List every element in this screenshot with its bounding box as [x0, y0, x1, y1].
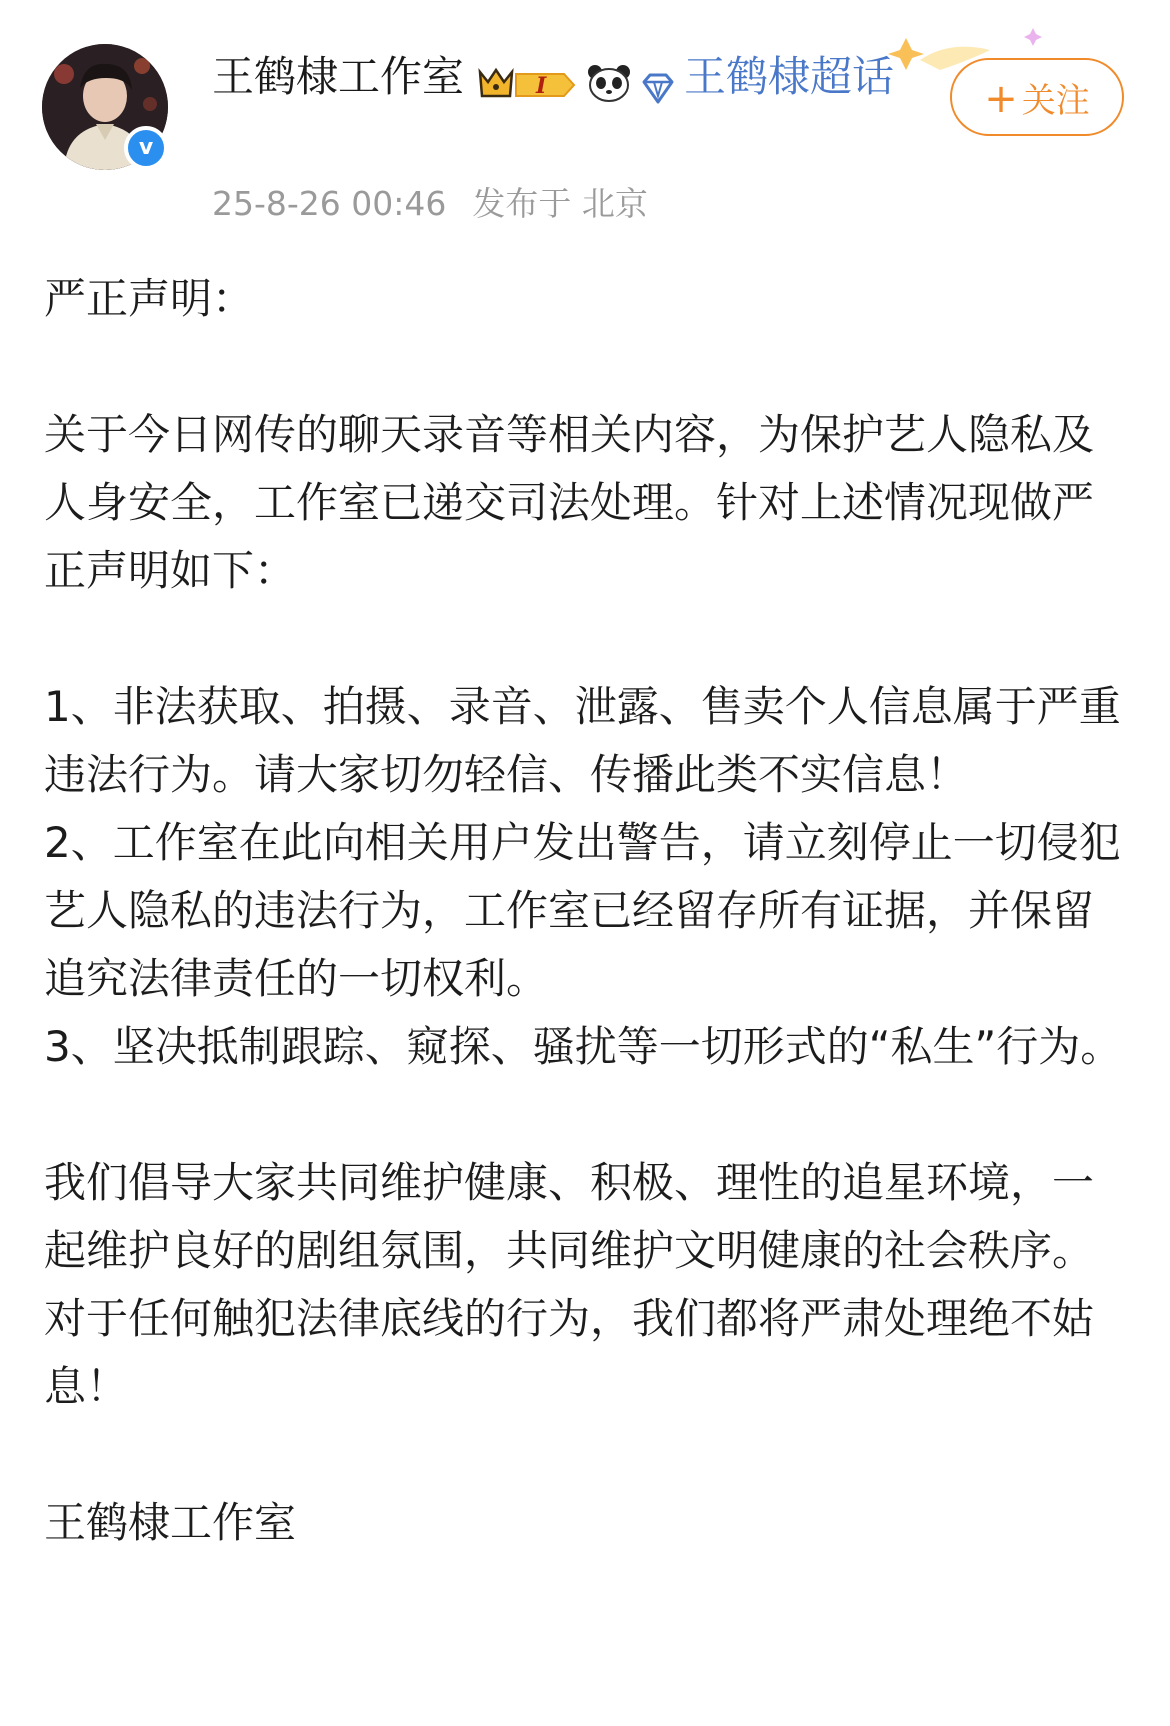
post-header: [0, 0, 1170, 240]
diamond-icon[interactable]: [638, 59, 678, 93]
paragraph-spacer: [44, 1081, 1134, 1149]
paragraph-spacer: [44, 333, 1134, 401]
panda-icon[interactable]: [586, 56, 632, 96]
post-content: [44, 265, 1134, 1557]
author-name-line: [212, 44, 932, 194]
author-name[interactable]: 王鹤棣工作室: [212, 52, 465, 101]
statement-item-3: 3、坚决抵制跟踪、窥探、骚扰等一切形式的“私生”行为。: [44, 1022, 1123, 1071]
paragraph-spacer: [44, 1421, 1134, 1489]
post-meta: [212, 182, 648, 226]
statement-item-1: 1、非法获取、拍摄、录音、泄露、售卖个人信息属于严重违法行为。请大家切勿轻信、传播此类不实信息！: [44, 682, 1121, 799]
follow-button[interactable]: [950, 58, 1124, 136]
statement-item-2: 2、工作室在此向相关用户发出警告，请立刻停止一切侵犯艺人隐私的违法行为，工作室已经留存所有证据，并保留追究法律责任的一切权利。: [44, 818, 1121, 1003]
plus-icon: +: [984, 76, 1018, 122]
paragraph-spacer: [44, 605, 1134, 673]
post-location: 发布于 北京: [472, 184, 648, 223]
verified-badge-icon: v: [124, 126, 168, 170]
post-signature: 王鹤棣工作室: [44, 1498, 297, 1547]
topic-link[interactable]: 王鹤棣超话: [684, 52, 895, 101]
post-heading: 严正声明：: [44, 274, 255, 323]
post-timestamp: 25-8-26 00:46: [212, 184, 447, 223]
avatar[interactable]: [42, 44, 168, 170]
post-intro: 关于今日网传的聊天录音等相关内容，为保护艺人隐私及人身安全，工作室已递交司法处理。针对上述情况现做严正声明如下：: [44, 410, 1095, 595]
follow-button-label: 关注: [1021, 81, 1090, 121]
crown-level-label: I: [536, 72, 547, 99]
post-closing: 我们倡导大家共同维护健康、积极、理性的追星环境，一起维护良好的剧组氛围，共同维护文明健康的社会秩序。对于任何触犯法律底线的行为，我们都将严肃处理绝不姑息！: [44, 1158, 1095, 1411]
crown-level-badge-icon[interactable]: [472, 57, 580, 99]
